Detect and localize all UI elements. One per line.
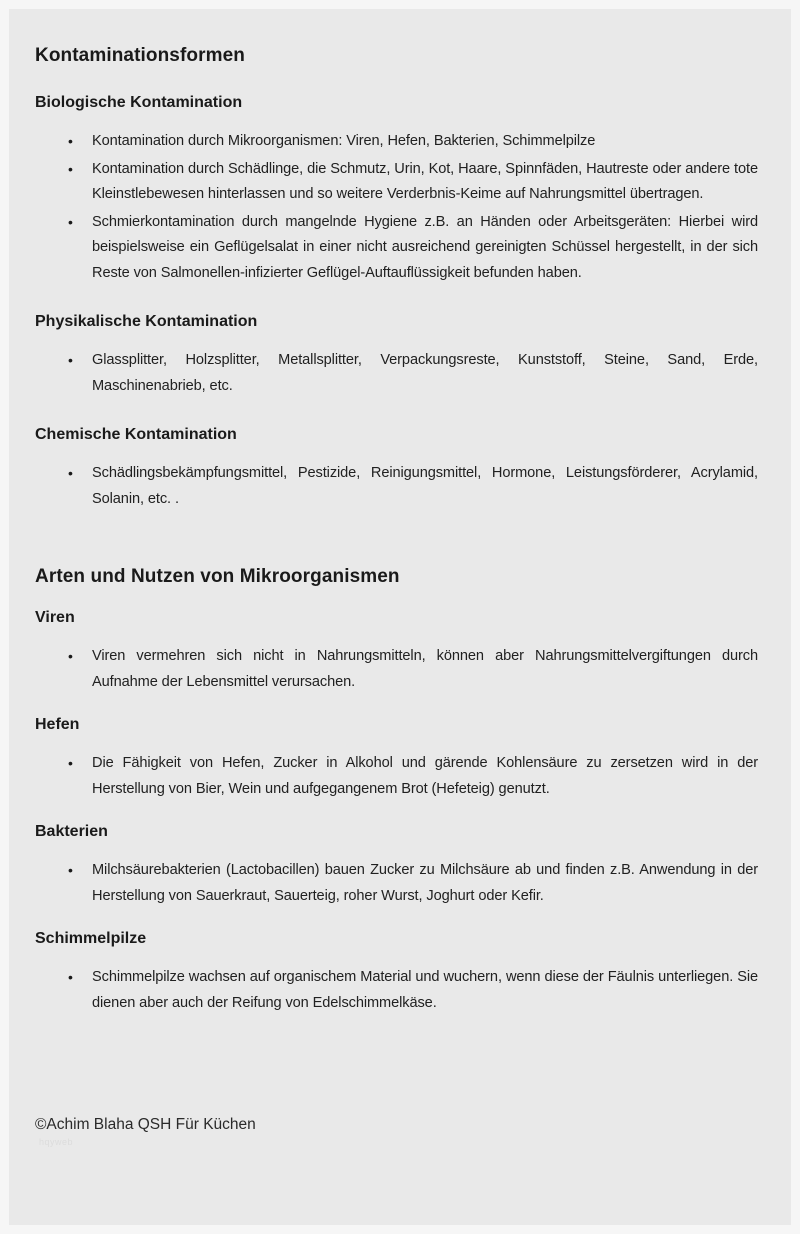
bullet-item: [35, 751, 758, 802]
section-hefen: [35, 716, 758, 802]
section-schimmelpilze: [35, 930, 758, 1016]
bullet-icon: •: [68, 465, 73, 481]
bullet-list: [35, 965, 758, 1016]
bullet-icon: •: [68, 213, 73, 230]
bullet-item: [35, 965, 758, 1016]
bullet-text: Die Fähigkeit von Hefen, Zucker in Alkohol und gärende Kohlensäure zu zersetzen wird in der Herstellung von Bier, Wein und aufgegangenem Brot (Hefeteig) genutzt.: [92, 755, 758, 797]
bullet-list: [35, 644, 758, 695]
footer-copyright: ©Achim Blaha QSH Für Küchen: [35, 1116, 256, 1133]
bullet-icon: •: [68, 969, 73, 985]
bullet-item: [35, 129, 758, 155]
watermark: hqyweb: [39, 1137, 74, 1147]
section-heading-physikalische: Physikalische Kontamination: [35, 313, 258, 330]
bullet-item: [35, 858, 758, 909]
section-heading-schimmelpilze: Schimmelpilze: [35, 930, 147, 947]
bullet-icon: •: [68, 160, 73, 177]
bullet-list: [35, 348, 758, 399]
bullet-item: [35, 644, 758, 695]
bullet-icon: •: [68, 352, 73, 368]
bullet-text: Schmierkontamination durch mangelnde Hygiene z.B. an Händen oder Arbeitsgeräten: Hierbei wird beispielsweise ein Geflügelsalat in einer nicht ausreichend gereinigten Schüssel hergestellt, in der sich Reste von Salmonellen-infizierter Geflügel-Auftauflüssigkeit befunden haben.: [92, 213, 758, 281]
section-chemische: [35, 426, 758, 512]
bullet-item: [35, 461, 758, 512]
bullet-text: Kontamination durch Schädlinge, die Schmutz, Urin, Kot, Haare, Spinnfäden, Hautreste oder andere tote Kleinstlebewesen hinterlassen und so weitere Verderbnis-Keime auf Nahrungsmittel übertragen.: [92, 160, 758, 202]
bullet-text: Glassplitter, Holzsplitter, Metallsplitter, Verpackungsreste, Kunststoff, Steine, Sand, Erde, Maschinenabrieb, etc.: [92, 352, 758, 394]
section-physikalische: [35, 313, 758, 399]
bullet-text: Schädlingsbekämpfungsmittel, Pestizide, Reinigungsmittel, Hormone, Leistungsförderer, Acrylamid, Solanin, etc. .: [92, 465, 758, 507]
bullet-item: [35, 210, 758, 287]
section-heading-viren: Viren: [35, 609, 75, 626]
section-viren: [35, 609, 758, 695]
bullet-icon: •: [68, 755, 73, 771]
main-title: Kontaminationsformen: [35, 45, 245, 66]
section-heading-chemische: Chemische Kontamination: [35, 426, 237, 443]
document-page: [9, 9, 791, 1225]
bullet-text: Milchsäurebakterien (Lactobacillen) bauen Zucker zu Milchsäure ab und finden z.B. Anwendung in der Herstellung von Sauerkraut, Sauerteig, roher Wurst, Joghurt oder Kefir.: [92, 862, 758, 904]
bullet-text: Kontamination durch Mikroorganismen: Viren, Hefen, Bakterien, Schimmelpilze: [92, 133, 596, 149]
bullet-list: [35, 461, 758, 512]
bullet-icon: •: [68, 133, 73, 149]
bullet-text: Viren vermehren sich nicht in Nahrungsmitteln, können aber Nahrungsmittelvergiftungen durch Aufnahme der Lebensmittel verursachen.: [92, 648, 758, 690]
section-heading-bakterien: Bakterien: [35, 823, 108, 840]
section-biologische: [35, 94, 758, 286]
section-heading-hefen: Hefen: [35, 716, 80, 733]
bullet-icon: •: [68, 862, 73, 878]
section-bakterien: [35, 823, 758, 909]
bullet-list: [35, 858, 758, 909]
bullet-list: [35, 129, 758, 286]
bullet-item: [35, 348, 758, 399]
bullet-icon: •: [68, 648, 73, 664]
bullet-text: Schimmelpilze wachsen auf organischem Material und wuchern, wenn diese der Fäulnis unterliegen. Sie dienen aber auch der Reifung von Edelschimmelkäse.: [92, 969, 758, 1011]
bullet-item: [35, 157, 758, 208]
bullet-list: [35, 751, 758, 802]
section-heading-biologische: Biologische Kontamination: [35, 94, 243, 111]
secondary-title: Arten und Nutzen von Mikroorganismen: [35, 566, 400, 587]
